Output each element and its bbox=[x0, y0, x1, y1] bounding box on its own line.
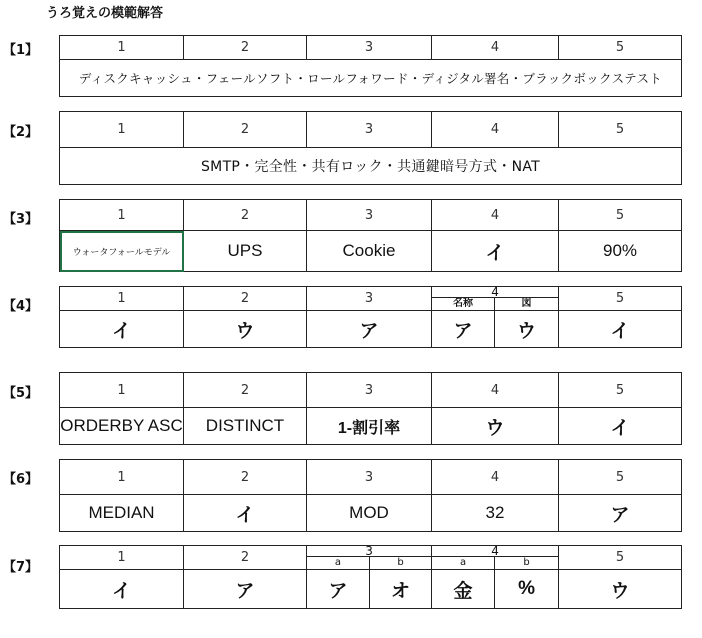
answer-cell[interactable]: オ bbox=[370, 570, 432, 609]
question-number: 3 bbox=[307, 36, 432, 60]
answer-cell[interactable]: ア bbox=[184, 570, 307, 609]
answer-cell[interactable]: ウ bbox=[495, 311, 559, 348]
question-number: 2 bbox=[184, 460, 307, 495]
sub-question-label: b bbox=[495, 557, 559, 570]
question-label-6: 【6】 bbox=[3, 472, 39, 487]
answer-cell[interactable]: UPS bbox=[184, 231, 307, 272]
question-number: 1 bbox=[60, 200, 184, 231]
question-number: 4 bbox=[432, 373, 559, 408]
question-number: 3 bbox=[307, 287, 432, 311]
answer-cell-selected[interactable]: ウォータフォールモデル bbox=[60, 231, 184, 272]
question-number: 1 bbox=[60, 287, 184, 311]
question-number: 3 bbox=[307, 460, 432, 495]
answer-cell[interactable]: ア bbox=[432, 311, 495, 348]
question-number: 5 bbox=[559, 460, 682, 495]
answer-cell[interactable]: ウ bbox=[432, 408, 559, 445]
question-label-1: 【1】 bbox=[3, 43, 39, 58]
answer-cell[interactable]: ウ bbox=[184, 311, 307, 348]
answer-table-7 bbox=[59, 545, 682, 609]
answer-cell[interactable]: MEDIAN bbox=[60, 495, 184, 532]
question-label-7: 【7】 bbox=[3, 560, 39, 575]
question-number: 1 bbox=[60, 36, 184, 60]
question-number: 5 bbox=[559, 287, 682, 311]
question-number: 5 bbox=[559, 373, 682, 408]
question-number: 3 bbox=[307, 200, 432, 231]
question-number: 5 bbox=[559, 546, 682, 570]
question-number: 3 bbox=[307, 112, 432, 148]
question-number: 4 bbox=[432, 200, 559, 231]
sub-question-label: a bbox=[432, 557, 495, 570]
answer-table-1 bbox=[59, 35, 682, 97]
question-number: 1 bbox=[60, 546, 184, 570]
question-label-2: 【2】 bbox=[3, 125, 39, 140]
answer-table-2 bbox=[59, 111, 682, 185]
question-number: 4 bbox=[432, 112, 559, 148]
answer-table-5 bbox=[59, 372, 682, 445]
answer-cell[interactable]: ウ bbox=[559, 570, 682, 609]
question-number: 2 bbox=[184, 200, 307, 231]
sub-question-label: 図 bbox=[495, 298, 559, 311]
answer-cell[interactable]: イ bbox=[60, 311, 184, 348]
answer-cell[interactable]: ORDERBY ASC bbox=[60, 408, 184, 445]
answer-table-3 bbox=[59, 199, 682, 272]
answer-cell[interactable]: MOD bbox=[307, 495, 432, 532]
answer-cell[interactable]: イ bbox=[559, 311, 682, 348]
question-number: 4 bbox=[432, 460, 559, 495]
answer-cell[interactable]: ディスクキャッシュ・フェールソフト・ロールフォワード・ディジタル署名・ブラックボックステスト bbox=[60, 60, 682, 97]
answer-cell[interactable]: ア bbox=[559, 495, 682, 532]
question-number: 4 bbox=[432, 546, 559, 557]
answer-cell[interactable]: Cookie bbox=[307, 231, 432, 272]
answer-table-4 bbox=[59, 286, 682, 348]
question-number: 3 bbox=[307, 373, 432, 408]
question-number: 1 bbox=[60, 373, 184, 408]
question-label-4: 【4】 bbox=[3, 299, 39, 314]
answer-cell[interactable]: イ bbox=[184, 495, 307, 532]
answer-table-6 bbox=[59, 459, 682, 532]
sub-question-label: 名称 bbox=[432, 298, 495, 311]
answer-cell[interactable]: イ bbox=[432, 231, 559, 272]
question-number: 2 bbox=[184, 112, 307, 148]
question-number: 4 bbox=[432, 36, 559, 60]
question-number: 5 bbox=[559, 36, 682, 60]
answer-cell[interactable]: DISTINCT bbox=[184, 408, 307, 445]
question-number: 2 bbox=[184, 36, 307, 60]
sub-question-label: a bbox=[307, 557, 370, 570]
answer-cell[interactable]: SMTP・完全性・共有ロック・共通鍵暗号方式・NAT bbox=[60, 148, 682, 185]
question-number: 3 bbox=[307, 546, 432, 557]
sub-question-label: b bbox=[370, 557, 432, 570]
answer-cell[interactable]: 金 bbox=[432, 570, 495, 609]
question-number: 2 bbox=[184, 287, 307, 311]
answer-cell[interactable]: イ bbox=[60, 570, 184, 609]
answer-cell[interactable]: 1-割引率 bbox=[307, 408, 432, 445]
question-number: 4 bbox=[432, 287, 559, 298]
question-label-3: 【3】 bbox=[3, 212, 39, 227]
answer-cell[interactable]: 32 bbox=[432, 495, 559, 532]
question-number: 5 bbox=[559, 200, 682, 231]
question-number: 5 bbox=[559, 112, 682, 148]
answer-cell[interactable]: イ bbox=[559, 408, 682, 445]
question-number: 1 bbox=[60, 112, 184, 148]
answer-cell[interactable]: % bbox=[495, 570, 559, 609]
question-number: 2 bbox=[184, 373, 307, 408]
question-number: 2 bbox=[184, 546, 307, 570]
answer-cell[interactable]: ア bbox=[307, 570, 370, 609]
question-label-5: 【5】 bbox=[3, 386, 39, 401]
page-title: うろ覚えの模範解答 bbox=[46, 6, 164, 21]
answer-cell[interactable]: 90% bbox=[559, 231, 682, 272]
question-number: 1 bbox=[60, 460, 184, 495]
answer-cell[interactable]: ア bbox=[307, 311, 432, 348]
